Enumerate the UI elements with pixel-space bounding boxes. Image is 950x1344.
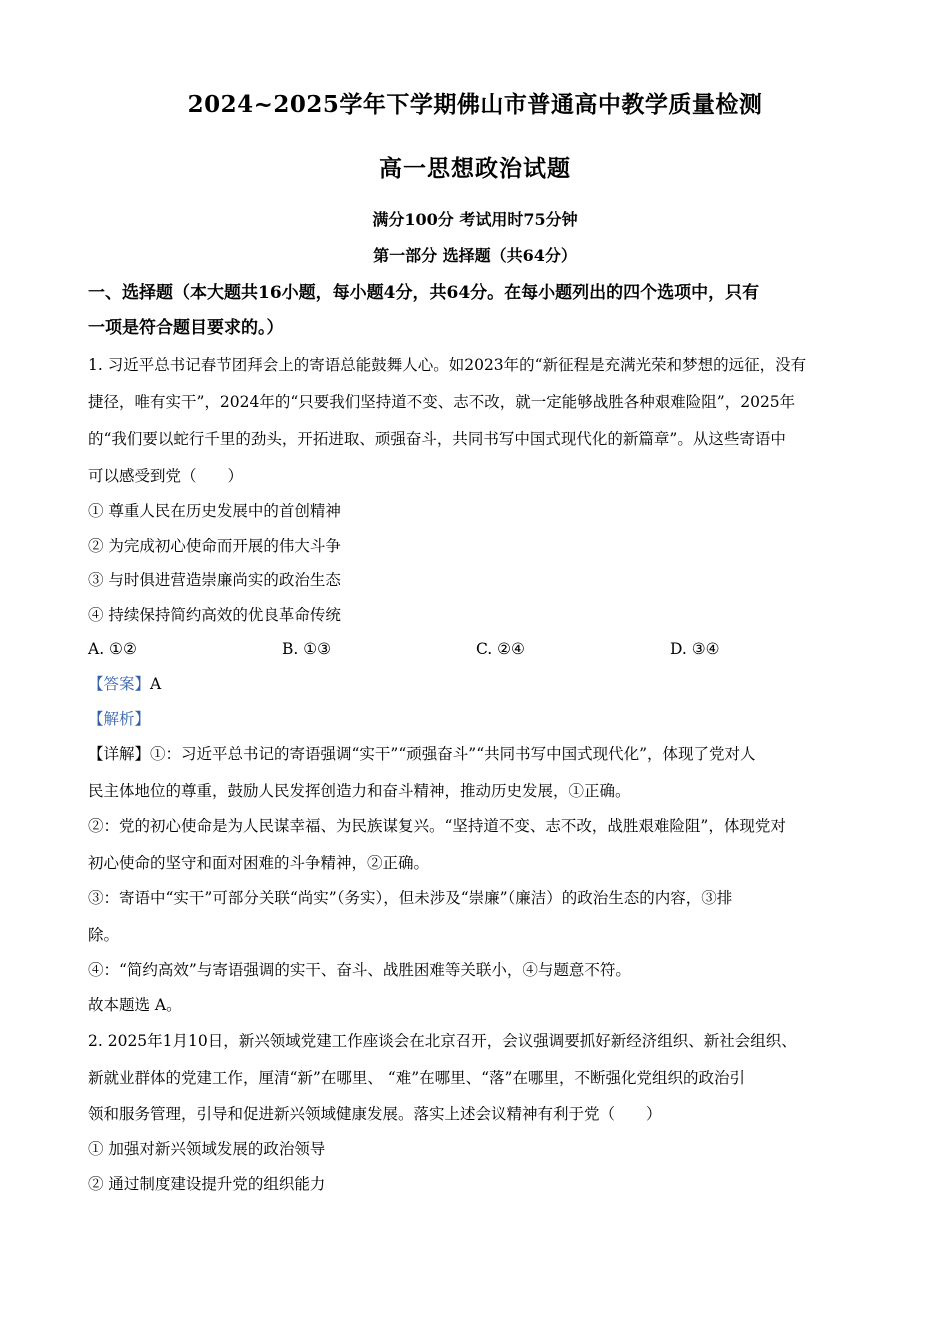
q1-statement: ④ 持续保持简约高效的优良革命传统	[88, 606, 341, 624]
q2-stem-line: 新就业群体的党建工作，厘清“新”在哪里、 “难”在哪里、“落”在哪里，不断强化党组织的政治引	[88, 1069, 745, 1087]
q1-option-a: A. ①②	[88, 640, 137, 658]
q1-stem-line: 可以感受到党（ ）	[88, 467, 244, 485]
part-title: 第一部分 选择题（共64分）	[373, 246, 577, 265]
q1-explanation-line: 除。	[88, 926, 120, 944]
section-heading-line-1: 一、选择题（本大题共16小题，每小题4分，共64分。在每小题列出的四个选项中，只有	[88, 283, 760, 303]
section-heading-line-2: 一项是符合题目要求的。）	[88, 318, 284, 338]
answer-value: A	[150, 675, 162, 693]
q1-explanation-line: ②：党的初心使命是为人民谋幸福、为民族谋复兴。“坚持道不变、志不改，战胜艰难险阻”，体现党对	[88, 817, 786, 835]
q1-stem-line: 1. 习近平总书记春节团拜会上的寄语总能鼓舞人心。如2023年的“新征程是充满光荣和梦想的远征，没有	[88, 356, 807, 374]
q1-explanation-line: 民主体地位的尊重，鼓励人民发挥创造力和奋斗精神，推动历史发展，①正确。	[88, 782, 631, 800]
q1-explanation-line: 故本题选 A。	[88, 996, 182, 1014]
subject-title: 高一思想政治试题	[379, 155, 571, 182]
q1-explanation-line: ③：寄语中“实干”可部分关联“尚实”（务实），但未涉及“崇廉”（廉洁）的政治生态的内容，③排	[88, 889, 733, 907]
score-time-line: 满分100分 考试用时75分钟	[372, 210, 578, 229]
q1-stem-line: 的“我们要以蛇行千里的劲头，开拓进取、顽强奋斗，共同书写中国式现代化的新篇章”。从这些寄语中	[88, 430, 786, 448]
answer-tag: 【答案】	[88, 675, 151, 693]
q1-option-d: D. ③④	[670, 640, 720, 658]
q1-explanation-line: ④：“简约高效”与寄语强调的实干、奋斗、战胜困难等关联小，④与题意不符。	[88, 961, 631, 979]
q2-statement: ① 加强对新兴领域发展的政治领导	[88, 1140, 326, 1158]
q1-option-b: B. ①③	[282, 640, 332, 658]
q1-option-c: C. ②④	[476, 640, 525, 658]
analysis-tag: 【解析】	[88, 710, 151, 728]
exam-title: 2024~2025学年下学期佛山市普通高中教学质量检测	[187, 91, 763, 118]
q2-stem-line: 2. 2025年1月10日，新兴领域党建工作座谈会在北京召开，会议强调要抓好新经济组织、新社会组织、	[88, 1032, 797, 1050]
q1-statement: ② 为完成初心使命而开展的伟大斗争	[88, 537, 341, 555]
q1-statement: ① 尊重人民在历史发展中的首创精神	[88, 502, 341, 520]
q1-answer-line	[88, 673, 868, 695]
q2-statement: ② 通过制度建设提升党的组织能力	[88, 1175, 326, 1193]
q1-explanation-line: 初心使命的坚守和面对困难的斗争精神，②正确。	[88, 854, 430, 872]
q1-explanation-line: 【详解】①：习近平总书记的寄语强调“实干”“顽强奋斗”“共同书写中国式现代化”，体现了党对人	[88, 745, 756, 763]
q1-statement: ③ 与时俱进营造崇廉尚实的政治生态	[88, 571, 341, 589]
q2-stem-line: 领和服务管理，引导和促进新兴领域健康发展。落实上述会议精神有利于党（ ）	[88, 1105, 662, 1123]
q1-stem-line: 捷径，唯有实干”，2024年的“只要我们坚持道不变、志不改，就一定能够战胜各种艰难险阻”，2025年	[88, 393, 796, 411]
